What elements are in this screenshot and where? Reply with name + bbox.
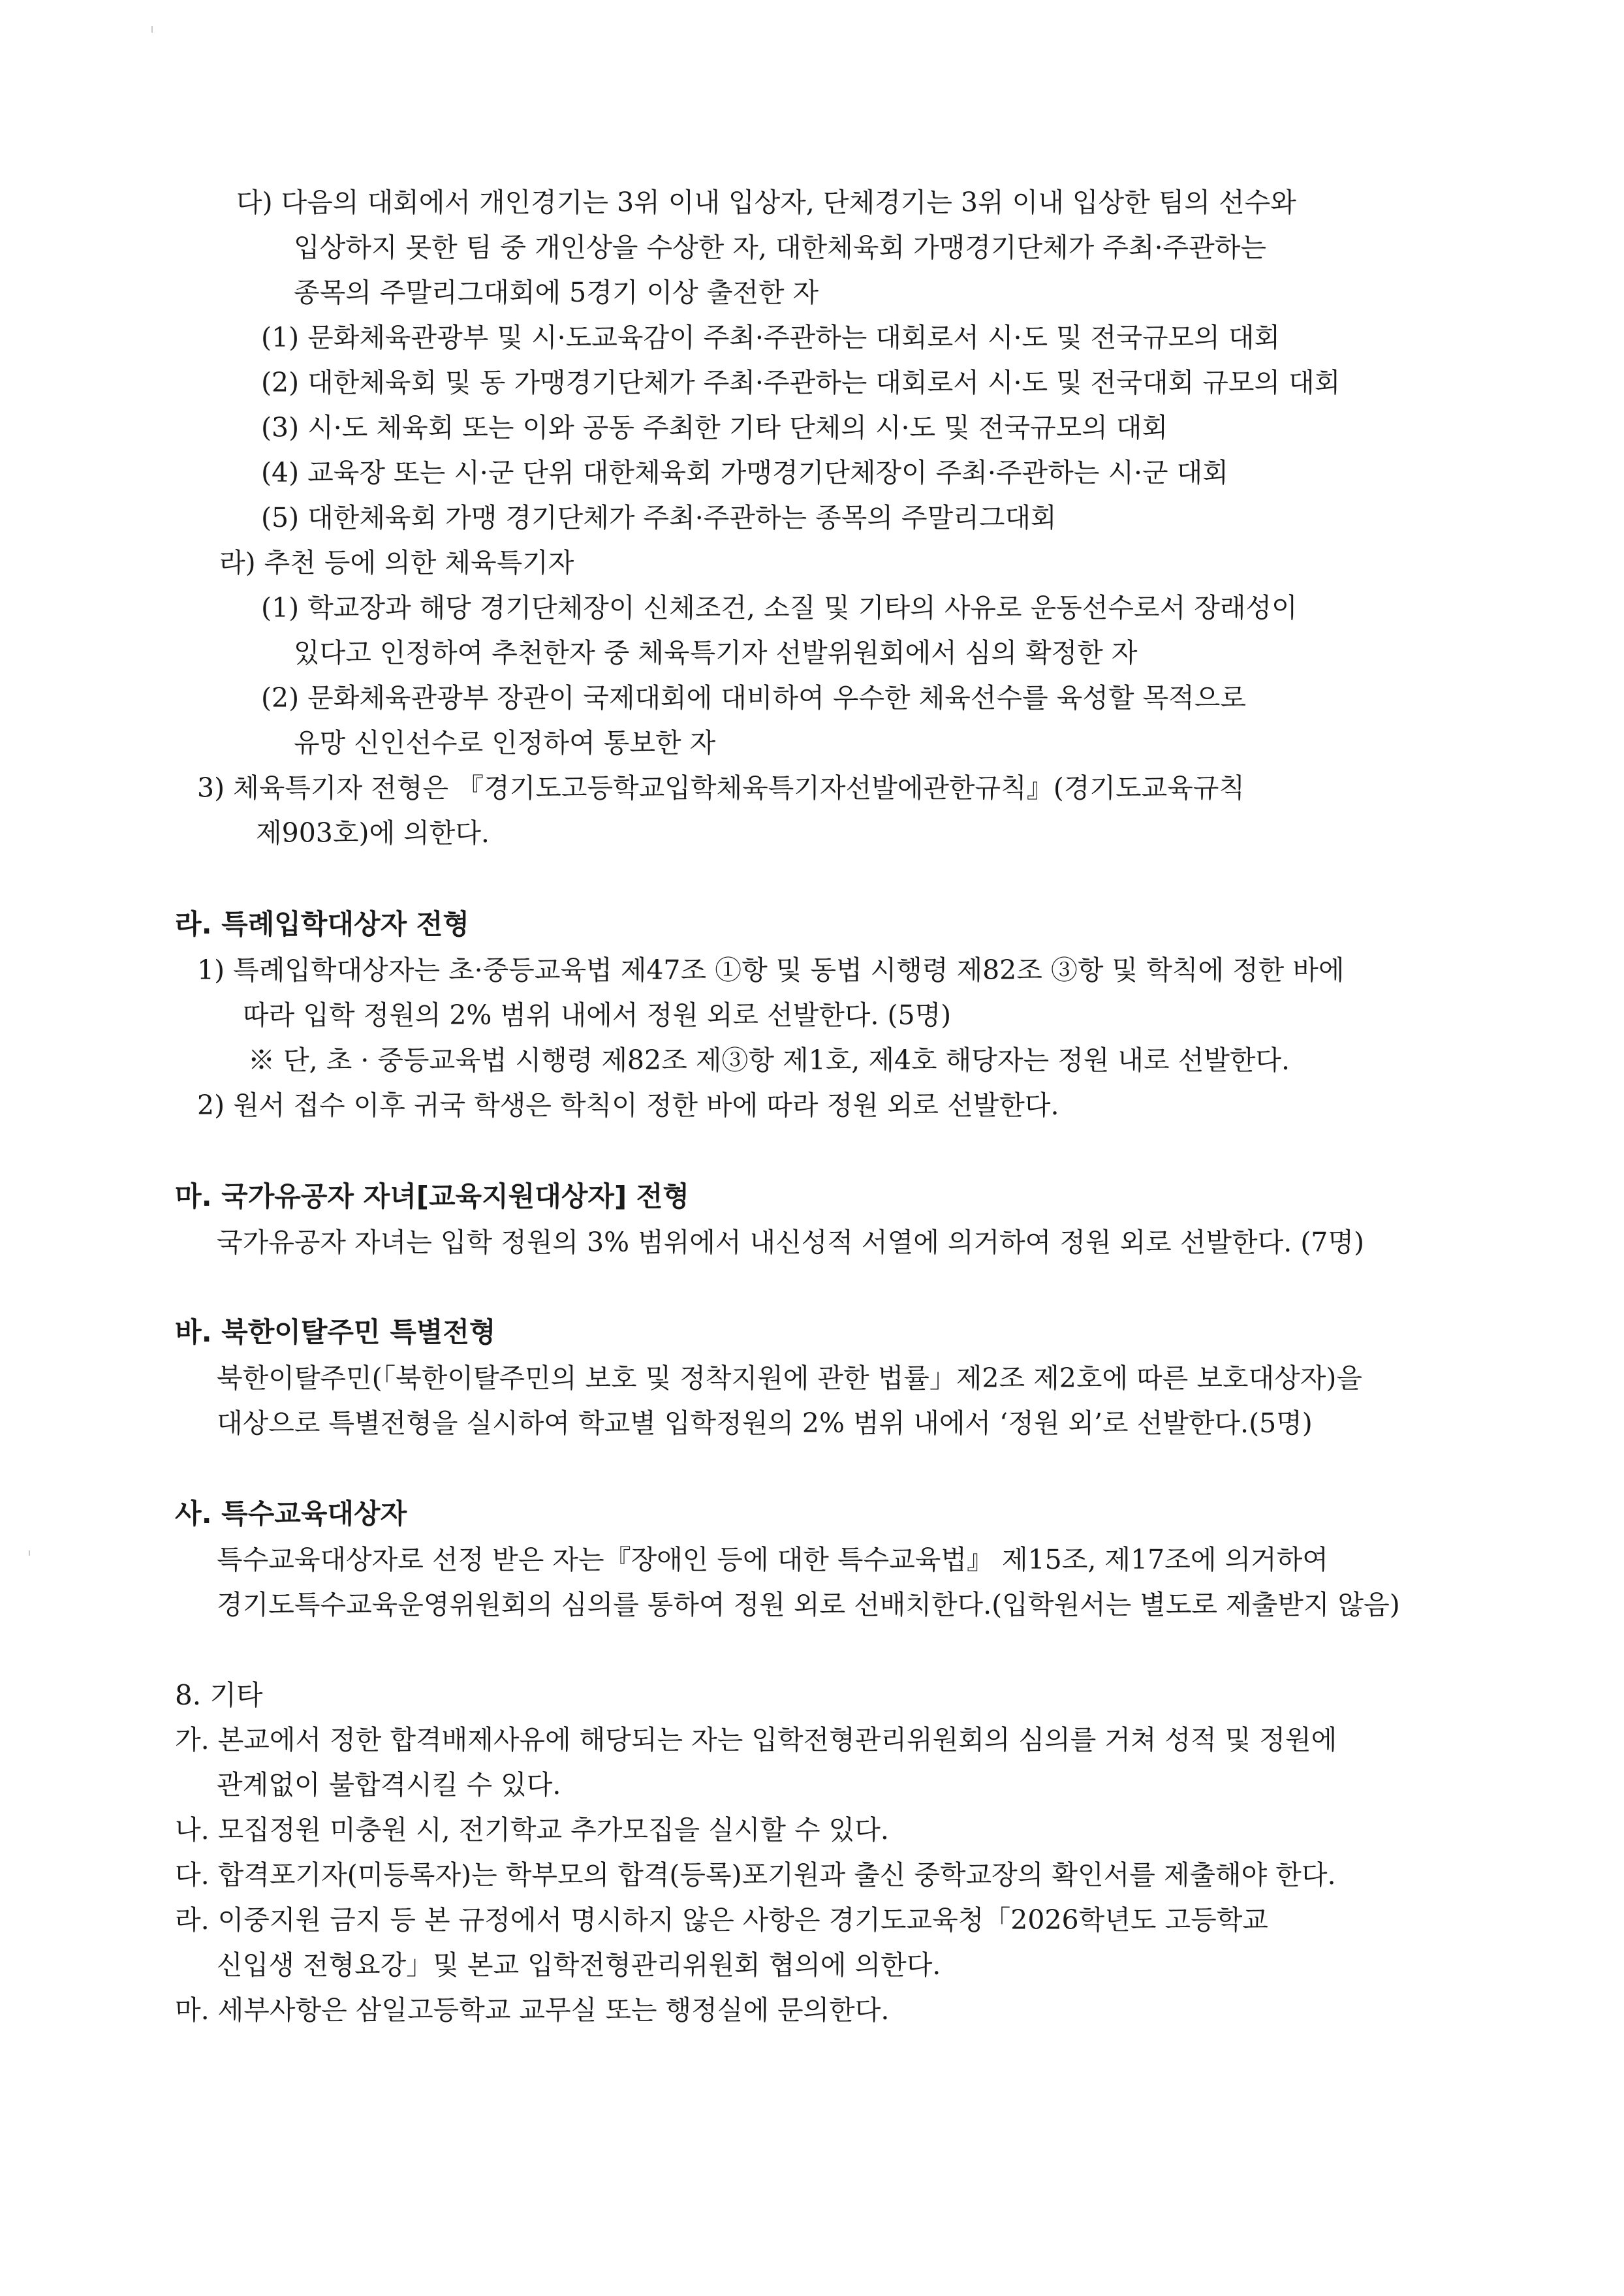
- sports-da-line-1: 다) 다음의 대회에서 개인경기는 3위 이내 입상자, 단체경기는 3위 이내 입상한 팀의 선수와: [236, 187, 1296, 218]
- sports-ra-item2-line-1: (2) 문화체육관광부 장관이 국제대회에 대비하여 우수한 체육선수를 육성할 목적으로: [261, 682, 1246, 714]
- special-p2: 2) 원서 접수 이후 귀국 학생은 학칙이 정한 바에 따라 정원 외로 선발한다.: [197, 1090, 1059, 1121]
- sports-rule3-line-1: 3) 체육특기자 전형은 『경기도고등학교입학체육특기자선발에관한규칙』(경기도교육규칙: [197, 772, 1245, 804]
- special-p1-line-2: 따라 입학 정원의 2% 범위 내에서 정원 외로 선발한다. (5명): [243, 999, 952, 1031]
- sports-da-line-3: 종목의 주말리그대회에 5경기 이상 출전한 자: [294, 277, 819, 308]
- misc-ra-line-1: 라. 이중지원 금지 등 본 규정에서 명시하지 않은 사항은 경기도교육청「2026학년도 고등학교: [175, 1904, 1268, 1936]
- sports-da-line-2: 입상하지 못한 팀 중 개인상을 수상한 자, 대한체육회 가맹경기단체가 주최·주관하는: [294, 232, 1266, 263]
- special-note: ※ 단, 초 · 중등교육법 시행령 제82조 제③항 제1호, 제4호 해당자는 정원 내로 선발한다.: [248, 1045, 1290, 1076]
- misc-ga-line-1: 가. 본교에서 정한 합격배제사유에 해당되는 자는 입학전형관리위원회의 심의를 거쳐 성적 및 정원에: [175, 1724, 1337, 1755]
- scan-mark: [29, 1550, 30, 1556]
- misc-da: 다. 합격포기자(미등록자)는 학부모의 합격(등록)포기원과 출신 중학교장의 확인서를 제출해야 한다.: [175, 1859, 1336, 1891]
- misc-na: 나. 모집정원 미충원 시, 전기학교 추가모집을 실시할 수 있다.: [175, 1814, 889, 1846]
- sped-body-line-2: 경기도특수교육운영위원회의 심의를 통하여 정원 외로 선배치한다.(입학원서는 별도로 제출받지 않음): [217, 1589, 1400, 1620]
- sped-body-line-1: 특수교육대상자로 선정 받은 자는『장애인 등에 대한 특수교육법』 제15조, 제17조에 의거하여: [217, 1544, 1328, 1575]
- sports-rule3-line-2: 제903호)에 의한다.: [256, 817, 490, 849]
- misc-ma: 마. 세부사항은 삼일고등학교 교무실 또는 행정실에 문의한다.: [175, 1994, 890, 2026]
- misc-ra-line-2: 신입생 전형요강」및 본교 입학전형관리위원회 협의에 의한다.: [217, 1949, 941, 1981]
- nk-body-line-2: 대상으로 특별전형을 실시하여 학교별 입학정원의 2% 범위 내에서 ‘정원 외’로 선발한다.(5명): [217, 1407, 1313, 1439]
- special-admission-heading: 라. 특례입학대상자 전형: [175, 908, 469, 940]
- misc-heading: 8. 기타: [175, 1679, 263, 1711]
- sports-ra-item1-line-2: 있다고 인정하여 추천한자 중 체육특기자 선발위원회에서 심의 확정한 자: [294, 637, 1138, 668]
- sports-ra-item2-line-2: 유망 신인선수로 인정하여 통보한 자: [294, 727, 716, 759]
- sports-da-item-4: (4) 교육장 또는 시·군 단위 대한체육회 가맹경기단체장이 주최·주관하는 시·군 대회: [261, 457, 1228, 488]
- misc-ga-line-2: 관계없이 불합격시킬 수 있다.: [217, 1769, 561, 1801]
- nk-heading: 바. 북한이탈주민 특별전형: [175, 1316, 496, 1348]
- sports-da-item-2: (2) 대한체육회 및 동 가맹경기단체가 주최·주관하는 대회로서 시·도 및 전국대회 규모의 대회: [261, 367, 1341, 398]
- sports-da-item-1: (1) 문화체육관광부 및 시·도교육감이 주최·주관하는 대회로서 시·도 및 전국규모의 대회: [261, 322, 1281, 353]
- merit-body: 국가유공자 자녀는 입학 정원의 3% 범위에서 내신성적 서열에 의거하여 정원 외로 선발한다. (7명): [217, 1227, 1364, 1258]
- sports-ra-title: 라) 추천 등에 의한 체육특기자: [219, 547, 574, 578]
- special-p1-line-1: 1) 특례입학대상자는 초·중등교육법 제47조 ①항 및 동법 시행령 제82조 ③항 및 학칙에 정한 바에: [197, 954, 1345, 986]
- sped-heading: 사. 특수교육대상자: [175, 1498, 407, 1530]
- nk-body-line-1: 북한이탈주민(「북한이탈주민의 보호 및 정착지원에 관한 법률」제2조 제2호에 따른 보호대상자)을: [217, 1362, 1362, 1394]
- sports-ra-item1-line-1: (1) 학교장과 해당 경기단체장이 신체조건, 소질 및 기타의 사유로 운동선수로서 장래성이: [261, 592, 1298, 623]
- sports-da-item-5: (5) 대한체육회 가맹 경기단체가 주최·주관하는 종목의 주말리그대회: [261, 502, 1057, 533]
- merit-heading: 마. 국가유공자 자녀[교육지원대상자] 전형: [175, 1180, 689, 1212]
- sports-da-item-3: (3) 시·도 체육회 또는 이와 공동 주최한 기타 단체의 시·도 및 전국규모의 대회: [261, 412, 1168, 443]
- scan-mark: [151, 26, 153, 33]
